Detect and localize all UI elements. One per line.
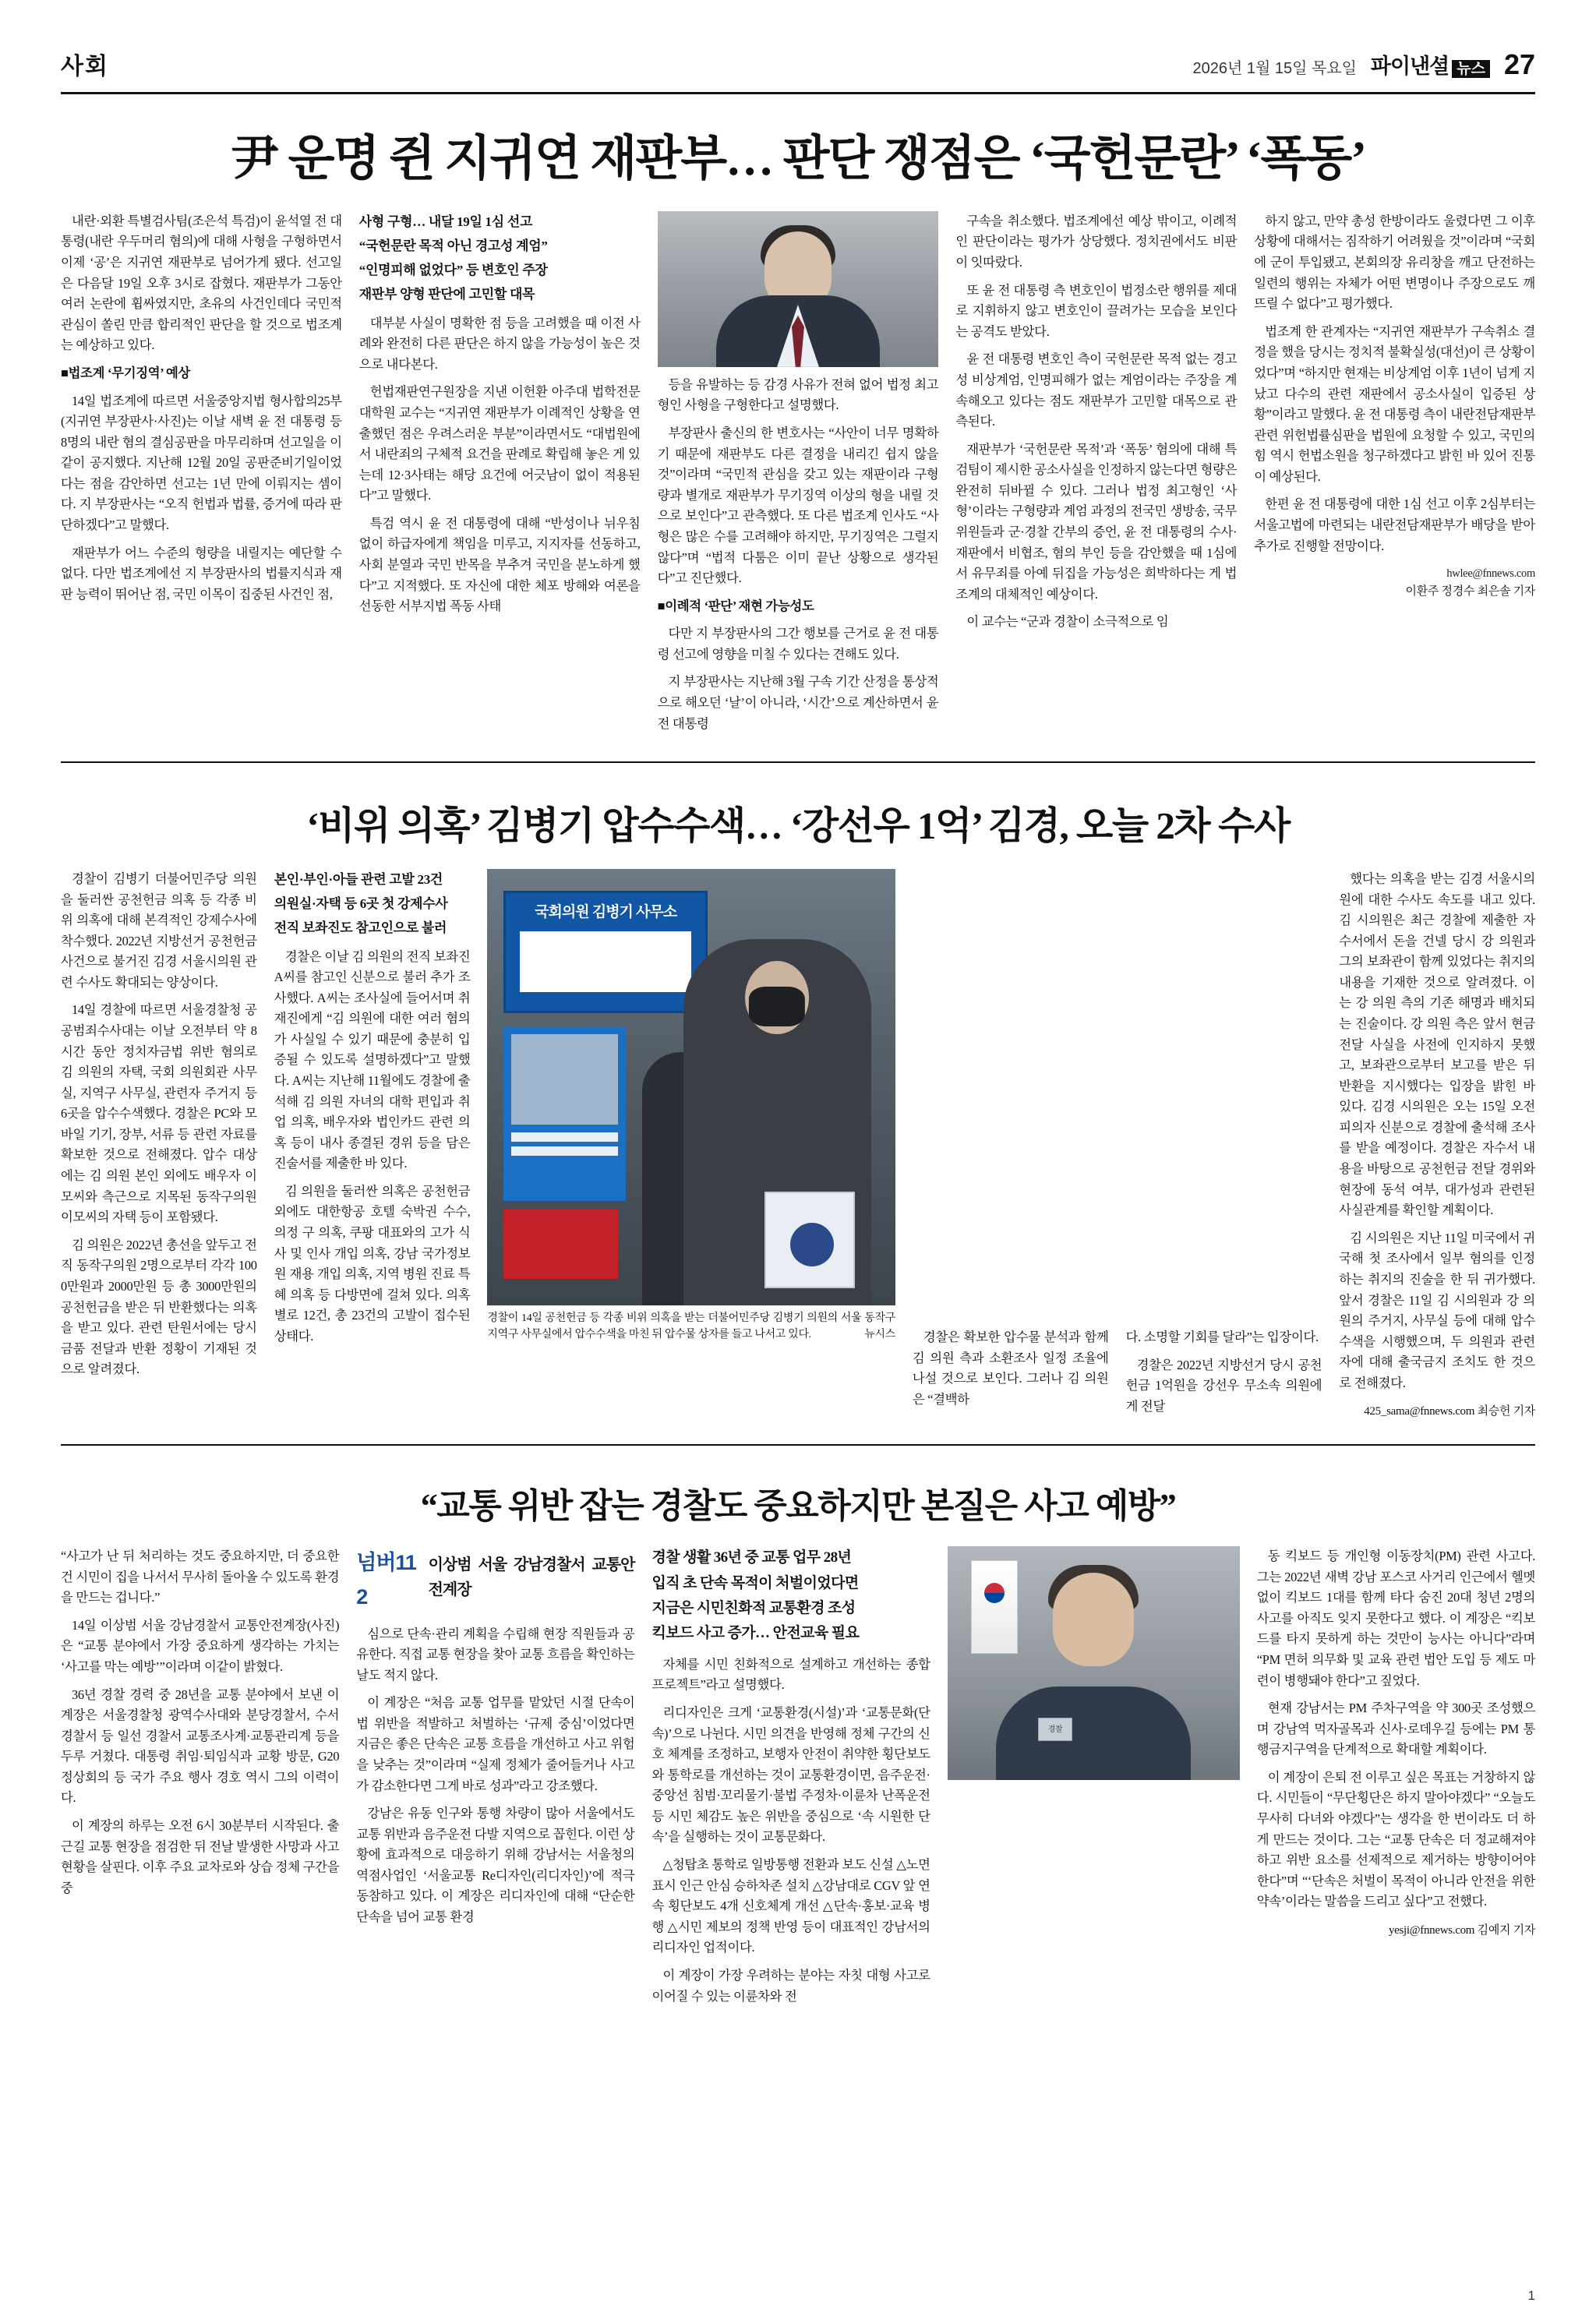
paragraph: 이 교수는 “군과 경찰이 소극적으로 임 bbox=[966, 614, 1169, 630]
portrait-image bbox=[658, 211, 939, 367]
article-2-col-1 bbox=[61, 869, 257, 1424]
paragraph: 법조계 한 관계자는 “지귀연 재판부가 구속취소 결정을 했을 당시는 정치적 불확실성(대선)이 큰 상황이었다”며 “하지만 현재는 비상계엄 이후 1년이 넘게 지났고 다수의 관련 재판에서 공소사실이 입증된 상황”이라고 말했다. 윤 전 대통령 측이 내란전담재판부 관련 위헌법률심판을 법원에 요청할 수 있고, 국민의힘 역시 헌법소원을 청구하겠다고 밝힌 바 있어 진통이 예상된다. bbox=[1254, 323, 1535, 484]
article-2-photo-column bbox=[487, 869, 895, 1424]
publication-date: 2026년 1월 15일 목요일 bbox=[1192, 60, 1357, 77]
article-3-headline: “교통 위반 잡는 경찰도 중요하지만 본질은 사고 예방” bbox=[420, 1487, 1176, 1526]
article-3 bbox=[61, 1446, 1535, 2014]
paragraph: 경찰은 확보한 압수물 분석과 함께 김 의원 측과 소환조사 일정 조율에 나설 것으로 보인다. 그러나 김 의원은 “결백하 bbox=[912, 1329, 1109, 1407]
deck-line: 재판부 양형 판단에 고민할 대목 bbox=[358, 287, 535, 302]
raid-photo bbox=[487, 869, 895, 1305]
paragraph: 재판부가 ‘국헌문란 목적’과 ‘폭동’ 혐의에 대해 특검팀이 제시한 공소사실을 인정하지 않는다면 형량은 완전히 뒤바뀔 수 있다. 그러나 법정 최고형인 ‘사형’이라는 구형량과 계엄 과정의 전국민 생방송, 국무위원들과 군·경찰 간부의 증언, 윤 전 대통령의 수사·재판에서 비협조, 혐의 부인 등을 감안했을 때 1심에서 유무죄를 아예 뒤집을 가능성은 희박하다는 게 법조계의 대체적인 예상이다. bbox=[955, 441, 1238, 602]
article-2-deck bbox=[274, 869, 471, 939]
office-banner bbox=[503, 891, 708, 1013]
page-number: 27 bbox=[1503, 48, 1535, 80]
article-2-photo-caption bbox=[487, 1310, 895, 1343]
deck-line: 지금은 시민친화적 교통환경 조성 bbox=[651, 1599, 856, 1616]
subheading: ■이례적 ‘판단’ 재현 가능성도 bbox=[657, 598, 814, 613]
newspaper-logo bbox=[1371, 49, 1490, 81]
paragraph: 이 계장은 “처음 교통 업무를 맡았던 시절 단속이 법 위반을 적발하고 처벌하는 ‘규제 중심’이었다면 지금은 좋은 단속은 교통 흐름을 개선하고 사고 위험을 낮추는 것”이라며 “실제 정체가 줄어들거나 사고가 감소한다면 그게 바로 성과”라고 강조했다. bbox=[356, 1695, 635, 1793]
pull-quote: “사고가 난 뒤 처리하는 것도 중요하지만, 더 중요한 건 시민이 집을 나서서 무사히 돌아올 수 있도록 환경을 만드는 겁니다.” bbox=[61, 1549, 340, 1605]
police-badge-icon: 경찰 bbox=[1038, 1718, 1072, 1741]
deck-line: 킥보드 사고 증가… 안전교육 필요 bbox=[651, 1625, 860, 1642]
paragraph: 재판부가 어느 수준의 형량을 내릴지는 예단할 수 없다. 다만 법조계에선 지 부장판사의 법률지식과 재판 능력이 뛰어난 점, 국민 이목이 집중된 사건인 점, bbox=[61, 545, 342, 602]
korean-flag-icon bbox=[971, 1560, 1018, 1654]
article-1 bbox=[61, 94, 1535, 741]
photo-spacer bbox=[913, 869, 1109, 1327]
paragraph: 현재 강남서는 PM 주차구역을 약 300곳 조성했으며 강남역 먹자골목과 신사·로데우길 등에는 PM 통행금지구역을 단계적으로 확대할 계획이다. bbox=[1256, 1701, 1536, 1757]
article-2-columns bbox=[61, 869, 1535, 1424]
paragraph: 동 킥보드 등 개인형 이동장치(PM) 관련 사고다. 그는 2022년 새벽 강남 포스코 사거리 인근에서 헬멧 없이 킥보드 1대를 함께 타다 숨진 20대 청년 2명의 사고를 아직도 잊지 못한다고 했다. 이 계장은 “킥보드를 타지 못하게 하는 것만이 능사는 아니다”라며 “PM 면허 의무화 및 교육 관련 법안 도입 등 제도 마련이 병행돼야 한다”고 짚었다. bbox=[1256, 1549, 1536, 1688]
article-3-col-3 bbox=[651, 1546, 930, 2014]
paragraph: 지 부장판사는 지난해 3월 구속 기간 산정을 통상적으로 해오던 ‘날’이 아니라, ‘시간’으로 계산하면서 윤 전 대통령 bbox=[657, 674, 939, 731]
byline-email: hwlee@fnnews.com bbox=[1446, 567, 1535, 581]
masthead-right bbox=[1192, 48, 1535, 81]
column-brand bbox=[356, 1546, 634, 1614]
paragraph: 14일 이상범 서울 강남경찰서 교통안전계장(사진)은 “교통 분야에서 가장 중요하게 생각하는 가치는 ‘사고를 막는 예방’”이라며 이같이 밝혔다. bbox=[61, 1617, 340, 1674]
footer-page-mark: 1 bbox=[1527, 2288, 1535, 2303]
poster-line bbox=[511, 1132, 618, 1142]
deck-line: “국헌문란 목적 아닌 경고성 계엄” bbox=[358, 238, 548, 254]
officer-mask bbox=[749, 987, 805, 1027]
paragraph: 경찰이 김병기 더불어민주당 의원을 둘러싼 공천헌금 의혹 등 각종 비위 의혹에 대해 본격적인 강제수사에 착수했다. 2022년 지방선거 공천헌금 사건으로 불거진 김경 서울시의원 관련 수사도 확대되는 양상이다. bbox=[61, 871, 257, 990]
office-banner-white-panel bbox=[520, 931, 691, 992]
paragraph: 36년 경찰 경력 중 28년을 교통 분야에서 보낸 이 계장은 서울경찰청 광역수사대와 분당경찰서, 수서경찰서 등 일선 경찰서 교통조사계·교통관리계 등을 두루 거쳤다. 대통령 취임·퇴임식과 교황 방문, G20 정상회의 등 국가 주요 행사 경호 역시 그의 이력이다. bbox=[61, 1686, 340, 1806]
paragraph: 14일 법조계에 따르면 서울중앙지법 형사합의25부(지귀연 부장판사·사진)는 이날 새벽 윤 전 대통령 등 8명의 내란 혐의 결심공판을 마무리하며 선고일을 이 같이 공지했다. 지난해 12월 20일 공판준비기일이었다는 점을 감안하면 선고는 1년 만에 이뤄지는 셈이다. 지 부장판사는 “오직 헌법과 법률, 증거에 따라 판단하겠다”고 말했다. bbox=[61, 393, 342, 532]
paragraph: 리디자인은 크게 ‘교통환경(시설)’과 ‘교통문화(단속)’으로 나뉜다. 시민 의견을 반영해 정체 구간의 신호 체계를 조정하고, 보행자 안전이 취약한 횡단보도와 통학로를 개선하는 것이 교통환경이면, 음주운전·중앙선 침범·꼬리물기·불법 주정차·이륜차 난폭운전 등 시민 체감도 높은 위반을 중심으로 ‘속 시원한 단속’을 실행하는 것이 교통문화다. bbox=[651, 1704, 930, 1845]
paragraph: 특검 역시 윤 전 대통령에 대해 “반성이나 뉘우침 없이 하급자에게 책임을 미루고, 지지자를 선동하고, 사회 분열과 국민 반목을 부추겨 국민을 분노하게 했다”고 지적했다. 또 자신에 대한 체포 방해와 여론을 선동한 서부지법 폭동 사태 bbox=[358, 515, 641, 614]
paragraph: 심으로 단속·관리 계획을 수립해 현장 직원들과 공유한다. 직접 교통 현장을 찾아 교통 흐름을 확인하는 날도 적지 않다. bbox=[356, 1626, 635, 1683]
article-3-photo-column bbox=[948, 1546, 1240, 2014]
interviewee-title: 이상범 서울 강남경찰서 교통안전계장 bbox=[428, 1556, 635, 1599]
paragraph: 김 의원을 둘러싼 의혹은 공천헌금 외에도 대한항공 호텔 숙박권 수수, 의정 구 의혹, 쿠팡 대표와의 고가 식사 및 인사 개입 의혹, 강남 국가정보원 재용 개입 의혹, 지역 병원 진료 특혜 의혹 등 다방면에 걸쳐 있다. 의혹별로 12건, 총 23건의 고발이 접수된 상태다. bbox=[274, 1183, 471, 1344]
paragraph: 김 의원은 2022년 총선을 앞두고 전직 동작구의원 2명으로부터 각각 1000만원과 2000만원 등 총 3000만원의 공천헌금을 받은 뒤 반환했다는 의혹을 받고 있다. 관련 탄원서에는 당시 금품 전달과 반환 정황이 기재된 것으로 알려졌다. bbox=[61, 1237, 257, 1377]
logo-main-text: 파이낸셜 bbox=[1370, 55, 1449, 78]
brand-name: 넘버112 bbox=[356, 1551, 416, 1609]
byline-names: 이환주 정경수 최은솔 기자 bbox=[1405, 585, 1535, 598]
article-1-byline bbox=[1254, 566, 1535, 600]
article-3-col-2 bbox=[356, 1546, 634, 2014]
deck-line: 경찰 생활 36년 중 교통 업무 28년 bbox=[651, 1549, 852, 1566]
photo-credit: 뉴시스 bbox=[864, 1328, 895, 1340]
poster-photo bbox=[511, 1034, 618, 1125]
subheading: ■법조계 ‘무기징역’ 예상 bbox=[61, 365, 191, 380]
paragraph: 이 계장이 가장 우려하는 분야는 자칫 대형 사고로 이어질 수 있는 이륜차와 전 bbox=[651, 1967, 930, 2004]
judge-portrait-photo bbox=[658, 211, 939, 367]
article-1-col-4 bbox=[955, 211, 1237, 741]
section-title: 사회 bbox=[61, 54, 109, 79]
red-banner bbox=[503, 1210, 618, 1280]
paragraph: 했다는 의혹을 받는 김경 서울시의원에 대한 수사도 속도를 내고 있다. 김 시의원은 최근 경찰에 제출한 자수서에서 돈을 건넬 당시 강 의원과 그의 보좌관이 함께 있었다는 취지의 내용을 기재한 것으로 알려졌다. 이는 강 의원 측의 기존 해명과 배치되는 진술이다. 강 의원 측은 앞서 현금 전달 사실을 사전에 인지하지 못했고, 보좌관으로부터 보고를 받은 뒤 반환을 지시했다는 입장을 밝힌 바 있다. 김경 시의원은 오는 15일 오전 피의자 신분으로 경찰에 출석해 조사를 받을 예정이다. 경찰은 자수서 내용을 바탕으로 공천헌금 전달 경위와 현장에 동석 여부, 대가성과 관련된 사실관계를 확인할 계획이다. bbox=[1339, 871, 1535, 1218]
paragraph: 이 계장이 은퇴 전 이루고 싶은 목표는 거창하지 않다. 시민들이 “무단횡단은 하지 말아야겠다” “오늘도 무사히 다녀와 야겠다”는 생각을 한 번이라도 더 하게 만드는 것이다. 그는 “교통 단속은 더 정교해져야 하고 위반 요소를 선제적으로 제거하는 방향이어야 한다”며 “‘단속은 처벌이 목적이 아니라 안전을 위한 약속’이라는 말씀을 드리고 싶다”고 전했다. bbox=[1256, 1769, 1536, 1909]
deck-line: 사형 구형… 내달 19일 1심 선고 bbox=[358, 214, 533, 229]
article-2-col-4 bbox=[913, 869, 1109, 1424]
paragraph: 하지 않고, 만약 총성 한방이라도 울렸다면 그 이후 상황에 대해서는 짐작하기 어려웠을 것”이라며 “국회에 군이 투입됐고, 본회의장 유리창을 깨고 단전하는 일련의 행위는 자체가 어떤 변명이나 주장으로도 깨뜨릴 수 없다”고 평가했다. bbox=[1254, 213, 1535, 312]
article-3-col-5 bbox=[1257, 1546, 1535, 2014]
paragraph: 14일 경찰에 따르면 서울경찰청 공공범죄수사대는 이날 오전부터 약 8시간 동안 정치자금법 위반 혐의로 김 의원의 자택, 국회 의원회관 사무실, 지역구 사무실, 관련자 주거지 등 6곳을 압수수색했다. 경찰은 PC와 모바일 기기, 장부, 서류 등 관련 자료를 확보한 것으로 전해졌다. 압수 대상에는 김 의원 본인 외에도 배우자 이모씨와 측근으로 지목된 동작구의원 이모씨의 자택 등이 포함됐다. bbox=[61, 1002, 257, 1225]
police-emblem-icon bbox=[790, 1223, 834, 1266]
article-1-headline: 尹 운명 쥔 지귀연 재판부… 판단 쟁점은 ‘국헌문란’ ‘폭동’ bbox=[231, 132, 1365, 185]
paragraph: 다만 지 부장판사의 그간 행보를 근거로 윤 전 대통령 선고에 영향을 미칠 수 있다는 견해도 있다. bbox=[657, 626, 939, 662]
paragraph: 헌법재판연구원장을 지낸 이헌환 아주대 법학전문대학원 교수는 “지귀연 재판부가 이례적인 상황을 연출했던 점은 우려스러운 부분”이라면서도 “대법원에서 내란죄의 구체적 요건을 판례로 확립해 놓은 게 있는데 12·3사태는 해당 요건에 어긋남이 없이 적용된다”고 말했다. bbox=[358, 384, 641, 503]
article-2-byline: 425_sama@fnnews.com 최승헌 기자 bbox=[1364, 1405, 1535, 1418]
taegeuk-icon bbox=[984, 1583, 1005, 1603]
article-1-col-1 bbox=[61, 211, 342, 741]
article-2 bbox=[61, 763, 1535, 1424]
paragraph: 구속을 취소했다. 법조계에선 예상 밖이고, 이례적인 판단이라는 평가가 상당했다. 정치권에서도 비판이 잇따랐다. bbox=[955, 213, 1238, 270]
article-2-headline: ‘비위 의혹’ 김병기 압수수색… ‘강선우 1억’ 김경, 오늘 2차 수사 bbox=[306, 804, 1290, 848]
campaign-poster bbox=[503, 1026, 626, 1201]
paragraph: △청탑초 통학로 일방통행 전환과 보도 신설 △노면표시 인근 안심 승하차존 설치 △강남대로 CGV 앞 연속 횡단보도 4개 신호체계 개선 △단속·홍보·교육 병행 △시민 제보의 정책 반영 등이 대표적인 강남서의 리디자인 업적이다. bbox=[651, 1857, 930, 1955]
paragraph: 다. 소명할 기회를 달라”는 입장이다. bbox=[1125, 1329, 1319, 1344]
masthead bbox=[61, 47, 1535, 94]
interviewee-photo bbox=[948, 1546, 1240, 1780]
paragraph: 경찰은 2022년 지방선거 당시 공천헌금 1억원을 강선우 무소속 의원에게 전달 bbox=[1125, 1357, 1322, 1414]
article-1-col-2 bbox=[359, 211, 641, 741]
deck-line: 의원실·자택 등 6곳 첫 강제수사 bbox=[274, 896, 448, 912]
paragraph: 부장판사 출신의 한 변호사는 “사안이 너무 명확하기 때문에 재판부도 다른 결정을 내리긴 쉽지 않을 것”이라며 “국민적 관심을 갖고 있는 재판이라 구형량과 별개로 재판부가 무기징역 이상의 형을 내릴 것으로 보인다”고 관측했다. 또 다른 법조계 인사도 “사형은 많은 수를 고려해야 하지만, 무기징역은 그럴지 않다”며 “법적 다툼은 이미 끝난 상황으로 생각된다”고 진단했다. bbox=[657, 426, 939, 586]
paragraph: 강남은 유동 인구와 통행 차량이 많아 서울에서도 교통 위반과 음주운전 다발 지역으로 꼽힌다. 이런 상황에 효과적으로 대응하기 위해 강남서는 서울청의 역점사업인 ‘서울교통 Re디자인(리디자인)’에 적극 동참하고 있다. 이 계장은 리디자인에 대해 “단순한 단속을 넘어 교통 환경 bbox=[356, 1806, 635, 1925]
article-1-col-5 bbox=[1254, 211, 1535, 741]
paragraph: 윤 전 대통령 변호인 측이 국헌문란 목적 없는 경고성 비상계엄, 인명피해가 없는 계엄이라는 주장을 계속해오고 있다는 점도 재판부가 고민할 대목으로 관측된다. bbox=[955, 351, 1238, 429]
paragraph: 등을 유발하는 등 감경 사유가 전혀 없어 법정 최고형인 사형을 구형한다고 설명했다. bbox=[657, 376, 939, 413]
article-1-col-3 bbox=[658, 211, 939, 741]
deck-line: 입직 초 단속 목적이 처벌이었다면 bbox=[651, 1574, 859, 1591]
article-3-columns bbox=[61, 1546, 1535, 2014]
deck-line: 전직 보좌진도 참고인으로 불러 bbox=[274, 920, 447, 936]
paragraph: 이 계장의 하루는 오전 6시 30분부터 시작된다. 출근길 교통 현장을 점검한 뒤 전날 발생한 사망과 사고 현황을 살핀다. 이후 주요 교차로와 상습 정체 구간을 중 bbox=[61, 1818, 340, 1895]
logo-sub-text: 뉴스 bbox=[1452, 60, 1490, 78]
article-2-col-6 bbox=[1339, 869, 1535, 1424]
office-banner-text: 국회의원 김병기 사무소 bbox=[535, 903, 677, 920]
caption-text: 경찰이 14일 공천헌금 등 각종 비위 의혹을 받는 더불어민주당 김병기 의원의 서울 동작구 지역구 사무실에서 압수수색을 마친 뒤 압수물 상자를 들고 나서고 있다. bbox=[487, 1312, 895, 1340]
article-3-deck bbox=[651, 1546, 930, 1645]
interviewee-uniform bbox=[996, 1686, 1191, 1780]
article-2-col-5 bbox=[1126, 869, 1322, 1424]
paragraph: 내란·외환 특별검사팀(조은석 특검)이 윤석열 전 대통령(내란 우두머리 혐의)에 대해 사형을 구형하면서 이제 ‘공’은 지귀연 재판부로 넘어가게 됐다. 선고일은 다음달 19일 오후 3시로 잡혔다. 재판부가 그동안 여러 논란에 휩싸였지만, 초유의 사건인데다 국민적 관심이 쏠린 만큼 합리적인 판단을 할 것으로 법조계는 예상하고 있다. bbox=[61, 213, 342, 353]
paragraph: 또 윤 전 대통령 측 변호인이 법정소란 행위를 제대로 지휘하지 않고 변호인이 끌려가는 모습을 보인다는 공격도 받았다. bbox=[955, 282, 1238, 339]
article-2-col-2 bbox=[274, 869, 471, 1424]
paragraph: 한편 윤 전 대통령에 대한 1심 선고 이후 2심부터는 서울고법에 마련되는 내란전담재판부가 배당을 받아 추가로 진행할 전망이다. bbox=[1254, 496, 1535, 553]
paragraph: 김 시의원은 지난 11일 미국에서 귀국해 첫 조사에서 일부 혐의를 인정하는 취지의 진술을 한 뒤 귀가했다. 앞서 경찰은 11일 김 시의원과 강 의원의 주거지, 사무실 등에 대해 압수수색을 시행했으며, 두 의원과 관련자에 대해 출국금지 조치도 한 것으로 전해졌다. bbox=[1339, 1230, 1535, 1390]
interviewee-head bbox=[1053, 1573, 1134, 1666]
article-3-byline: yesji@fnnews.com 김예지 기자 bbox=[1388, 1923, 1536, 1937]
article-1-deck bbox=[359, 211, 641, 306]
poster-line bbox=[511, 1146, 618, 1156]
deck-line: 본인·부인·아들 관련 고발 23건 bbox=[274, 871, 443, 887]
paragraph: 대부분 사실이 명확한 점 등을 고려했을 때 이전 사례와 완전히 다른 판단은 하지 않을 가능성이 높은 것으로 내다본다. bbox=[358, 315, 641, 372]
paragraph: 자체를 시민 친화적으로 설계하고 개선하는 종합 프로젝트”라고 설명했다. bbox=[651, 1656, 930, 1693]
paragraph: 경찰은 이날 김 의원의 전직 보좌진 A씨를 참고인 신분으로 불러 추가 조사했다. A씨는 조사실에 들어서며 취재진에게 “김 의원에 대한 여러 혐의가 사실일 수 있기 때문에 충분히 입증될 수 있도록 설명하겠다”고 말했다. A씨는 지난해 11월에도 경찰에 출석해 김 의원 자녀의 대학 편입과 취업 의혹, 배우자와 법인카드 관련 의혹 등이 내사 종결된 경위 등을 담은 진술서를 제출한 바 있다. bbox=[274, 948, 471, 1171]
deck-line: “인명피해 없었다” 등 변호인 주장 bbox=[358, 263, 548, 278]
article-1-columns bbox=[61, 211, 1535, 741]
photo-spacer bbox=[1126, 869, 1322, 1327]
article-3-col-1 bbox=[61, 1546, 339, 2014]
